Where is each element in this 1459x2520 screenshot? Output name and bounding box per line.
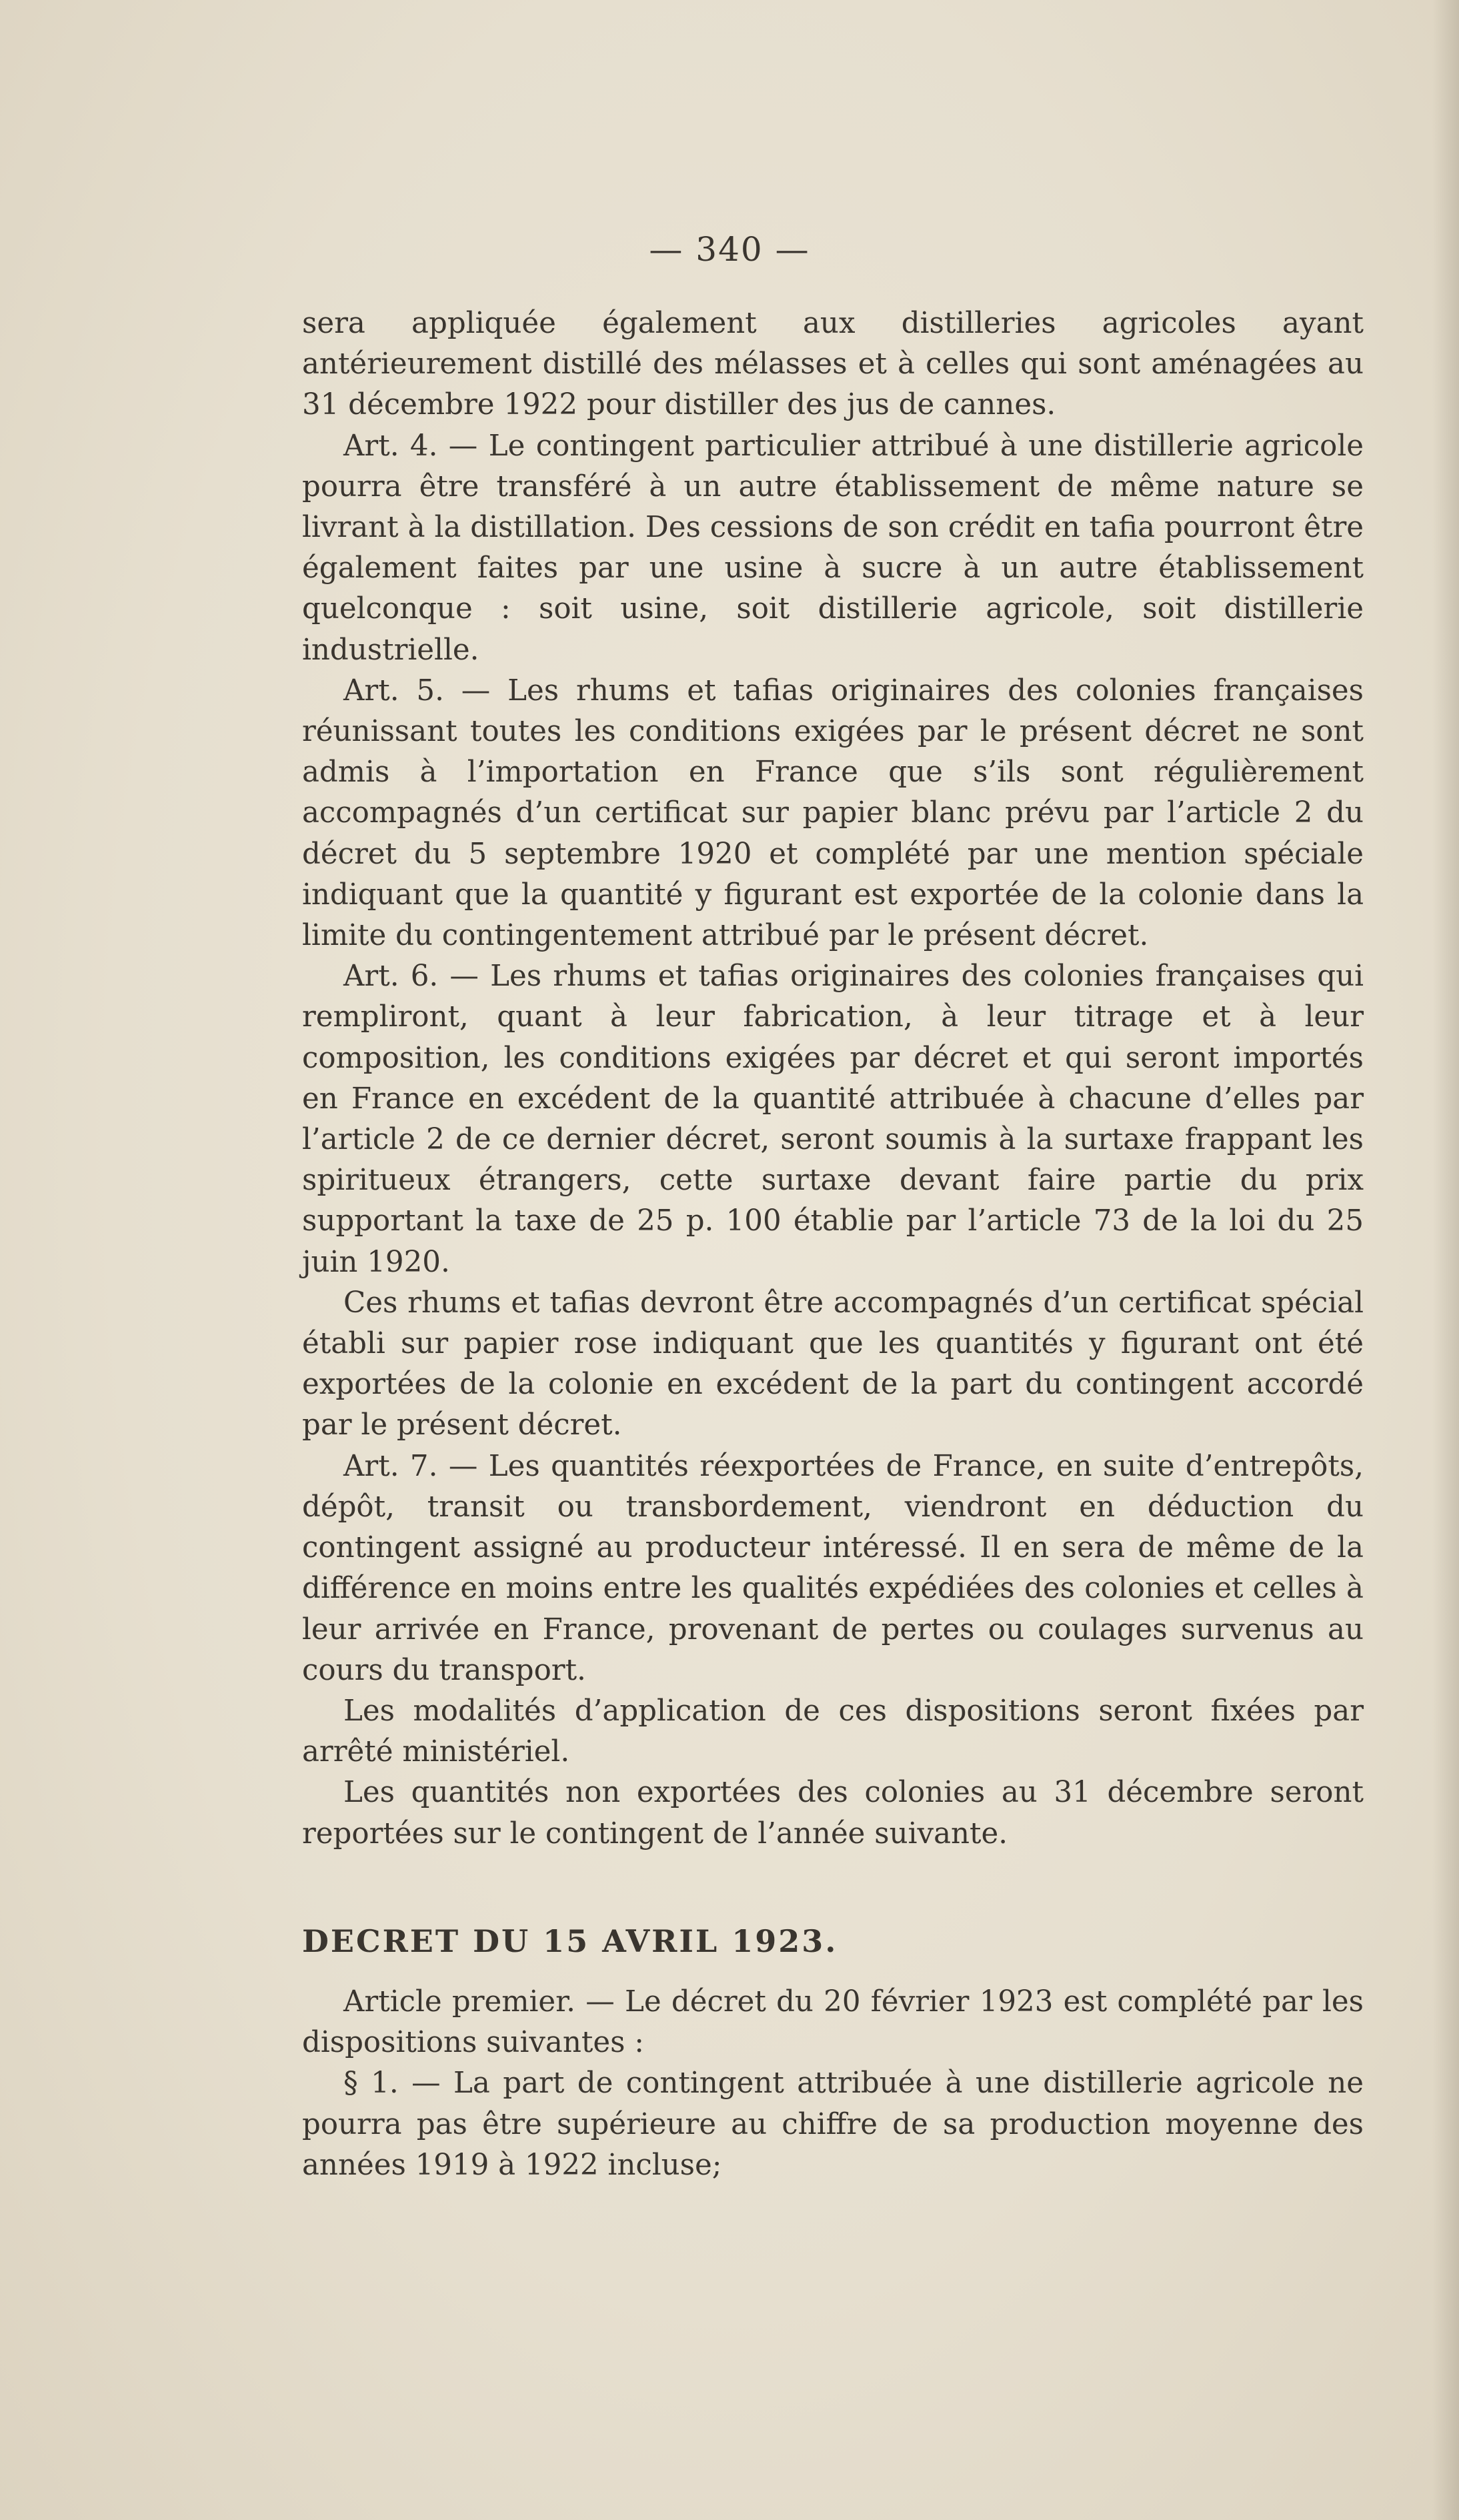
decret-title: DECRET DU 15 AVRIL 1923. — [302, 1923, 838, 1959]
page-number: — 340 — — [649, 230, 810, 269]
paragraph-certificat-rose: Ces rhums et tafias devront être accompagnés d’un certificat spécial établi sur papier rose indiquant que les quantités y figurant ont été exportées de la colonie en excédent de la part du contingent accordé par le présent décret. — [302, 1286, 1364, 1442]
body-text — [302, 303, 1364, 2186]
paragraph-continuation: sera appliquée également aux distilleries agricoles ayant antérieurement distillé des mélasses et à celles qui sont aménagées au 31 décembre 1922 pour distiller des jus de cannes. — [302, 307, 1364, 422]
paragraph-article-4: Art. 4. — Le contingent particulier attribué à une distillerie agricole pourra être transféré à un autre établissement de même nature se livrant à la distillation. Des cessions de son crédit en tafia pourront être également faites par une usine à sucre à un autre établissement quelconque : soit usine, soit distillerie agricole, soit distillerie industrielle. — [302, 429, 1364, 667]
paragraph-article-5: Art. 5. — Les rhums et tafias originaires des colonies françaises réunissant toutes les conditions exigées par le présent décret ne sont admis à l’importation en France que s’ils sont régulièrement accompagnés d’un certificat sur papier blanc prévu par l’article 2 du décret du 5 septembre 1920 et complété par une mention spéciale indiquant que la quantité y figurant est exportée de la colonie dans la limite du contingentement attribué par le présent décret. — [302, 674, 1364, 953]
paragraph-section-1: § 1. — La part de contingent attribuée à une distillerie agricole ne pourra pas être supérieure au chiffre de sa production moyenne des années 1919 à 1922 incluse; — [302, 2067, 1364, 2182]
paragraph-quantites-reportees: Les quantités non exportées des colonies au 31 décembre seront reportées sur le contingent de l’année suivante. — [302, 1776, 1364, 1850]
paragraph-article-premier: Article premier. — Le décret du 20 février 1923 est complété par les dispositions suivantes : — [302, 1985, 1364, 2060]
page-edge-shadow — [1432, 0, 1459, 2520]
paragraph-article-6: Art. 6. — Les rhums et tafias originaires des colonies françaises qui rempliront, quant à leur fabrication, à leur titrage et à leur composition, les conditions exigées par décret et qui seront importés en France en excédent de la quantité attribuée à chacune d’elles par l’article 2 de ce dernier décret, seront soumis à la surtaxe frappant les spiritueux étrangers, cette surtaxe devant faire partie du prix supportant la taxe de 25 p. 100 établie par l’article 73 de la loi du 25 juin 1920. — [302, 960, 1364, 1279]
paragraph-modalites: Les modalités d’application de ces dispositions seront fixées par arrêté ministériel. — [302, 1694, 1364, 1769]
section-spacer — [302, 1854, 1364, 1921]
title-spacer — [302, 1962, 1364, 1982]
paragraph-article-7: Art. 7. — Les quantités réexportées de France, en suite d’entrepôts, dépôt, transit ou transbordement, viendront en déduction du contingent assigné au producteur intéressé. Il en sera de même de la différence en moins entre les qualités expédiées des colonies et celles à leur arrivée en France, provenant de pertes ou coulages survenus au cours du transport. — [302, 1449, 1364, 1687]
